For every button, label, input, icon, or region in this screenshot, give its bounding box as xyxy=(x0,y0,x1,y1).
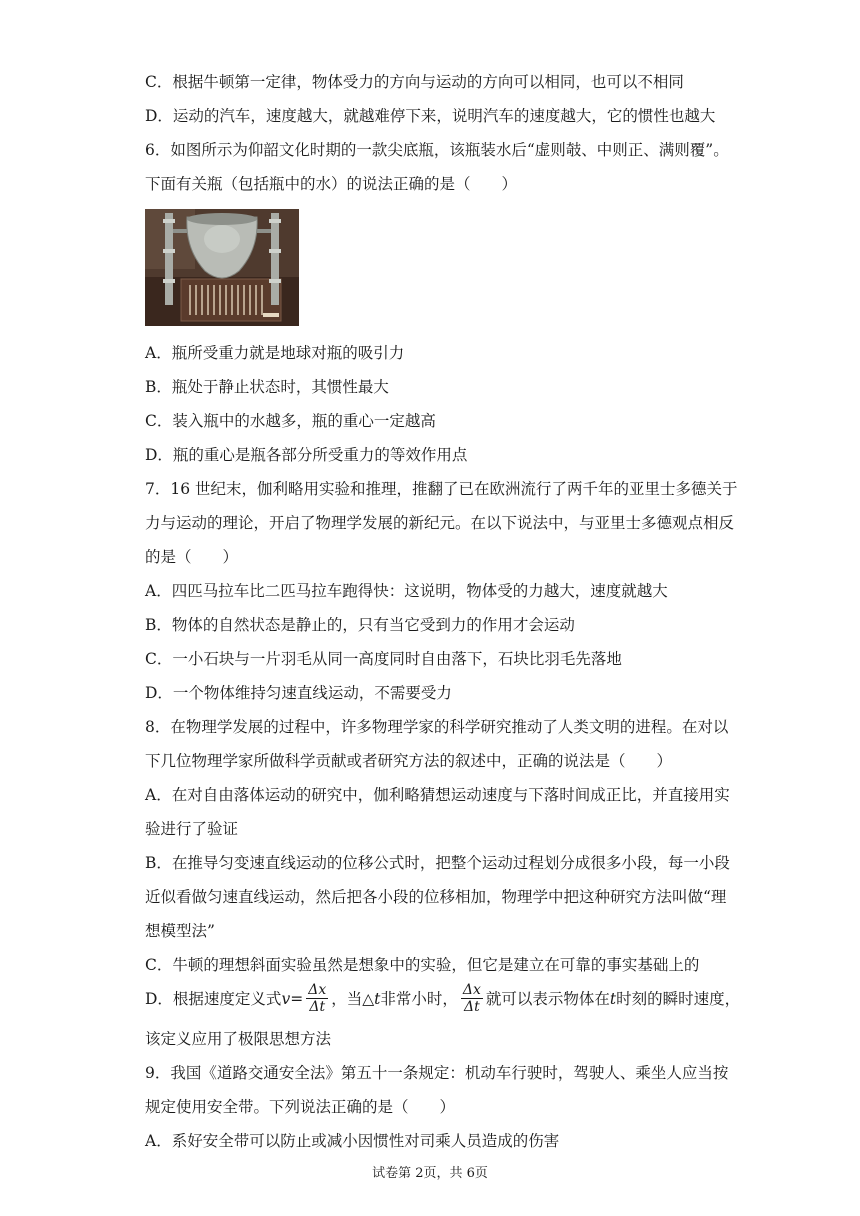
option-c-q7: C．一小石块与一片羽毛从同一高度同时自由落下，石块比羽毛先落地 xyxy=(145,650,622,668)
time-symbol-2: t xyxy=(609,989,617,1008)
option-d-q8-text-pre: D．根据速度定义式 xyxy=(145,989,282,1008)
question-8-stem-2: 下几位物理学家所做科学贡献或者研究方法的叙述中，正确的说法是（ ） xyxy=(145,752,673,770)
fraction-numerator-2: Δx xyxy=(462,982,481,998)
option-d-q5: D．运动的汽车，速度越大，就越难停下来，说明汽车的速度越大，它的惯性也越大 xyxy=(145,107,716,125)
option-d-q8-text-post: 就可以表示物体在 xyxy=(485,989,610,1008)
option-a-q9: A．系好安全带可以防止或减小因惯性对司乘人员造成的伤害 xyxy=(145,1132,560,1150)
option-b-q7: B．物体的自然状态是静止的，只有当它受到力的作用才会运动 xyxy=(145,616,575,634)
option-c-q5: C．根据牛顿第一定律，物体受力的方向与运动的方向可以相同，也可以不相同 xyxy=(145,73,684,91)
option-a-q6: A．瓶所受重力就是地球对瓶的吸引力 xyxy=(145,344,405,362)
option-b-q8-line-2: 近似看做匀速直线运动，然后把各小段的位移相加，物理学中把这种研究方法叫做“理 xyxy=(145,888,727,906)
fraction-denominator: Δt xyxy=(309,999,326,1015)
option-d-q8-line-1 xyxy=(145,982,740,1015)
question-9-stem-1: 9．我国《道路交通安全法》第五十一条规定：机动车行驶时，驾驶人、乘坐人应当按 xyxy=(145,1064,729,1082)
option-b-q8-line-1: B．在推导匀变速直线运动的位移公式时，把整个运动过程划分成很多小段，每一小段 xyxy=(145,854,730,872)
velocity-fraction-2 xyxy=(461,982,483,1015)
question-6-stem-2: 下面有关瓶（包括瓶中的水）的说法正确的是（ ） xyxy=(145,175,518,193)
question-7-stem-1: 7．16 世纪末，伽利略用实验和推理，推翻了已在欧洲流行了两千年的亚里士多德关于 xyxy=(145,480,738,498)
option-d-q8-text-mid2: 非常小时， xyxy=(380,989,458,1008)
equals-sign: = xyxy=(290,989,304,1008)
option-d-q6: D．瓶的重心是瓶各部分所受重力的等效作用点 xyxy=(145,446,468,464)
option-b-q6: B．瓶处于静止状态时，其惯性最大 xyxy=(145,378,389,396)
question-6-stem-1: 6．如图所示为仰韶文化时期的一款尖底瓶，该瓶装水后“虚则攲、中则正、满则覆”。 xyxy=(145,141,729,159)
option-c-q8: C．牛顿的理想斜面实验虽然是想象中的实验，但它是建立在可靠的事实基础上的 xyxy=(145,956,700,974)
page-footer: 试卷第 2页，共 6页 xyxy=(372,1166,488,1181)
question-7-stem-2: 力与运动的理论，开启了物理学发展的新纪元。在以下说法中，与亚里士多德观点相反 xyxy=(145,514,735,532)
option-d-q8-line-2: 该定义应用了极限思想方法 xyxy=(145,1030,332,1048)
time-symbol: t xyxy=(374,989,381,1008)
fraction-numerator: Δx xyxy=(308,982,327,998)
option-d-q8-text-post2: 时刻的瞬时速度， xyxy=(616,989,741,1008)
option-a-q8-line-1: A．在对自由落体运动的研究中，伽利略猜想运动速度与下落时间成正比，并直接用实 xyxy=(145,786,730,804)
question-9-stem-2: 规定使用安全带。下列说法正确的是（ ） xyxy=(145,1098,456,1116)
question-8-stem-1: 8．在物理学发展的过程中，许多物理学家的科学研究推动了人类文明的进程。在对以 xyxy=(145,718,729,736)
option-b-q8-line-3: 想模型法” xyxy=(145,922,215,940)
option-c-q6: C．装入瓶中的水越多，瓶的重心一定越高 xyxy=(145,412,436,430)
option-d-q7: D．一个物体维持匀速直线运动，不需要受力 xyxy=(145,684,452,702)
question-7-stem-3: 的是（ ） xyxy=(145,548,239,566)
vase-photo xyxy=(145,209,299,326)
option-a-q7: A．四匹马拉车比二匹马拉车跑得快：这说明，物体受的力越大，速度就越大 xyxy=(145,582,668,600)
fraction-denominator-2: Δt xyxy=(464,999,480,1015)
velocity-symbol: v xyxy=(281,989,291,1008)
velocity-fraction xyxy=(306,982,328,1015)
option-d-q8-text-mid: ，当△ xyxy=(331,989,375,1008)
option-a-q8-line-2: 验进行了验证 xyxy=(145,820,239,838)
